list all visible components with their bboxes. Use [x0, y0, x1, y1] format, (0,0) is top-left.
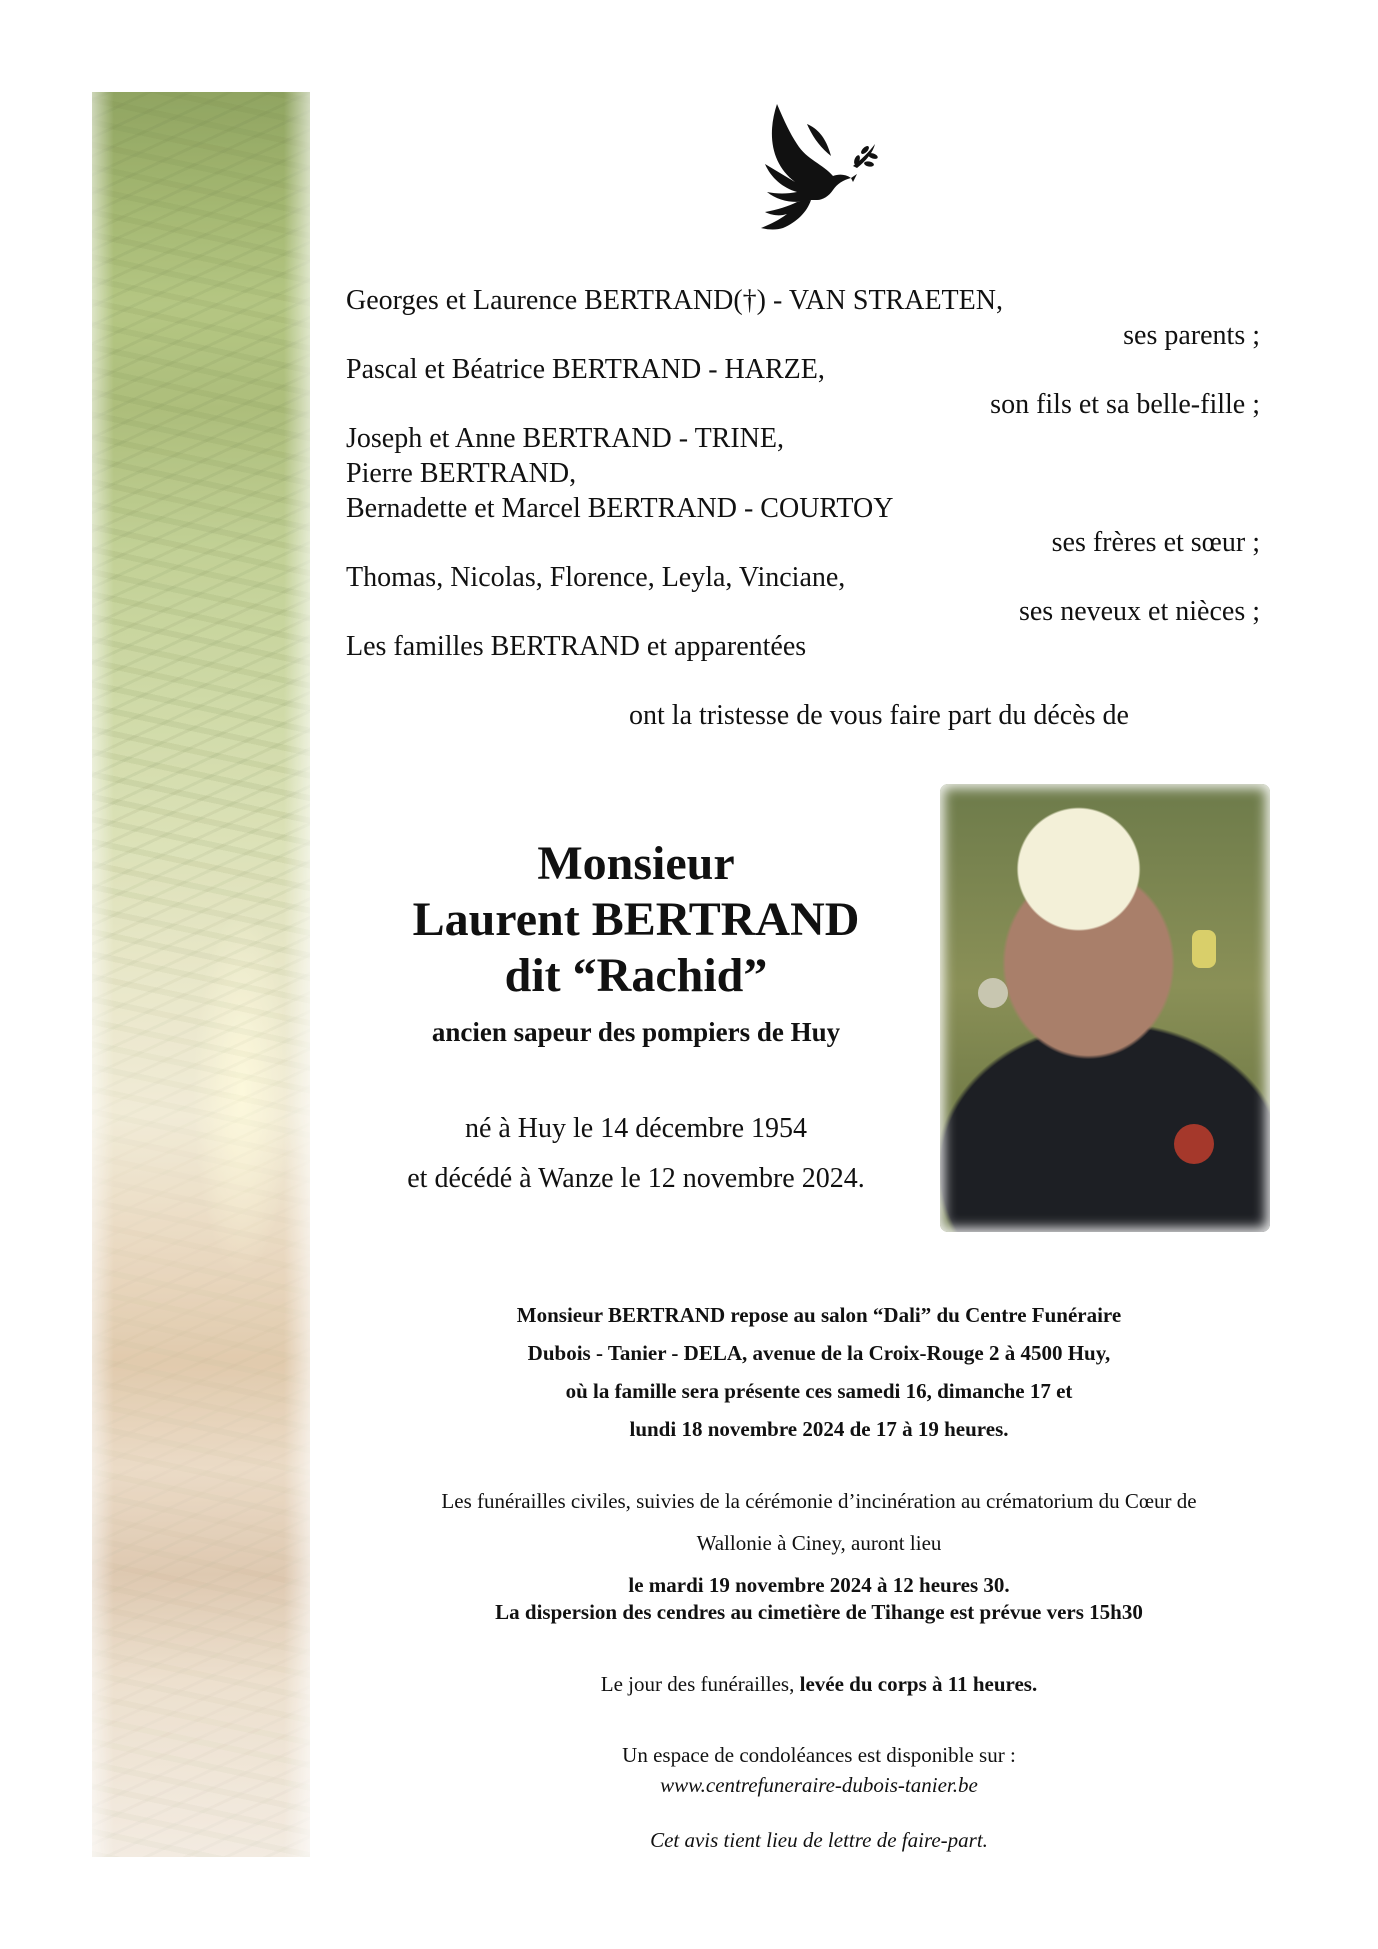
family-line: Les familles BERTRAND et apparentées — [346, 630, 807, 662]
funeral-line: Les funérailles civiles, suivies de la cérémonie d’incinération au crématorium du Cœur de — [441, 1489, 1197, 1513]
family-line: Pierre BERTRAND, — [346, 457, 577, 489]
helmet-lamp — [1192, 930, 1216, 968]
body-removal-time: levée du corps à 11 heures. — [799, 1672, 1038, 1696]
body-removal-prefix: Le jour des funérailles, — [600, 1672, 800, 1696]
announcement: ont la tristesse de vous faire part du décès de — [629, 700, 1129, 731]
family-line: Georges et Laurence BERTRAND(†) - VAN STRAETEN, — [346, 285, 1003, 316]
life-dates — [346, 1104, 926, 1204]
family-line: Thomas, Nicolas, Florence, Leyla, Vinciane, — [346, 561, 846, 593]
body-removal — [346, 1672, 1292, 1697]
footer-note: Cet avis tient lieu de lettre de faire-part. — [650, 1828, 988, 1852]
family-relation: ses neveux et nièces ; — [1018, 596, 1260, 628]
ash-dispersion: La dispersion des cendres au cimetière de Tihange est prévue vers 15h30 — [495, 1600, 1143, 1624]
family-line: Joseph et Anne BERTRAND - TRINE, — [346, 423, 784, 455]
funeral-date: le mardi 19 novembre 2024 à 12 heures 30. — [628, 1573, 1010, 1597]
portrait-photo — [940, 784, 1270, 1232]
family-relation: ses parents ; — [1123, 319, 1260, 351]
family-list — [346, 284, 1260, 665]
funeral-line-2 — [346, 1522, 1292, 1606]
firefighter-badge — [1174, 1124, 1214, 1164]
family-line: Pascal et Béatrice BERTRAND - HARZE, — [346, 354, 825, 386]
death-line: et décédé à Wanze le 12 novembre 2024. — [407, 1163, 865, 1194]
family-line: Bernadette et Marcel BERTRAND - COURTOY — [346, 492, 894, 524]
helmet-lamp — [978, 978, 1008, 1008]
repose-line: où la famille sera présente ces samedi 16, dimanche 17 et — [565, 1379, 1073, 1403]
funeral-line-prefix: Wallonie à Ciney, auront lieu — [696, 1531, 942, 1555]
deceased-role: ancien sapeur des pompiers de Huy — [431, 1017, 841, 1047]
birth-line: né à Huy le 14 décembre 1954 — [464, 1113, 808, 1144]
dove-icon — [757, 104, 883, 242]
deceased-title: Monsieur — [537, 837, 735, 890]
family-relation: ses frères et sœur ; — [1051, 527, 1260, 559]
deceased-name-block — [346, 836, 926, 1050]
condolences-link[interactable]: www.centrefuneraire-dubois-tanier.be — [660, 1773, 978, 1797]
condolences — [346, 1740, 1292, 1800]
repose-line: lundi 18 novembre 2024 de 17 à 19 heures. — [629, 1417, 1009, 1441]
deceased-name: Laurent BERTRAND — [412, 893, 860, 946]
family-relation: son fils et sa belle-fille ; — [990, 388, 1260, 420]
repose-line: Dubois - Tanier - DELA, avenue de la Croix-Rouge 2 à 4500 Huy, — [527, 1341, 1111, 1365]
condolences-text: Un espace de condoléances est disponible sur : — [622, 1743, 1016, 1767]
funeral-info — [346, 1480, 1292, 1606]
deceased-nickname: dit “Rachid” — [504, 949, 768, 1002]
repose-info — [346, 1296, 1292, 1448]
forest-path-image — [92, 92, 310, 1857]
repose-line: Monsieur BERTRAND repose au salon “Dali” du Centre Funéraire — [516, 1303, 1122, 1327]
